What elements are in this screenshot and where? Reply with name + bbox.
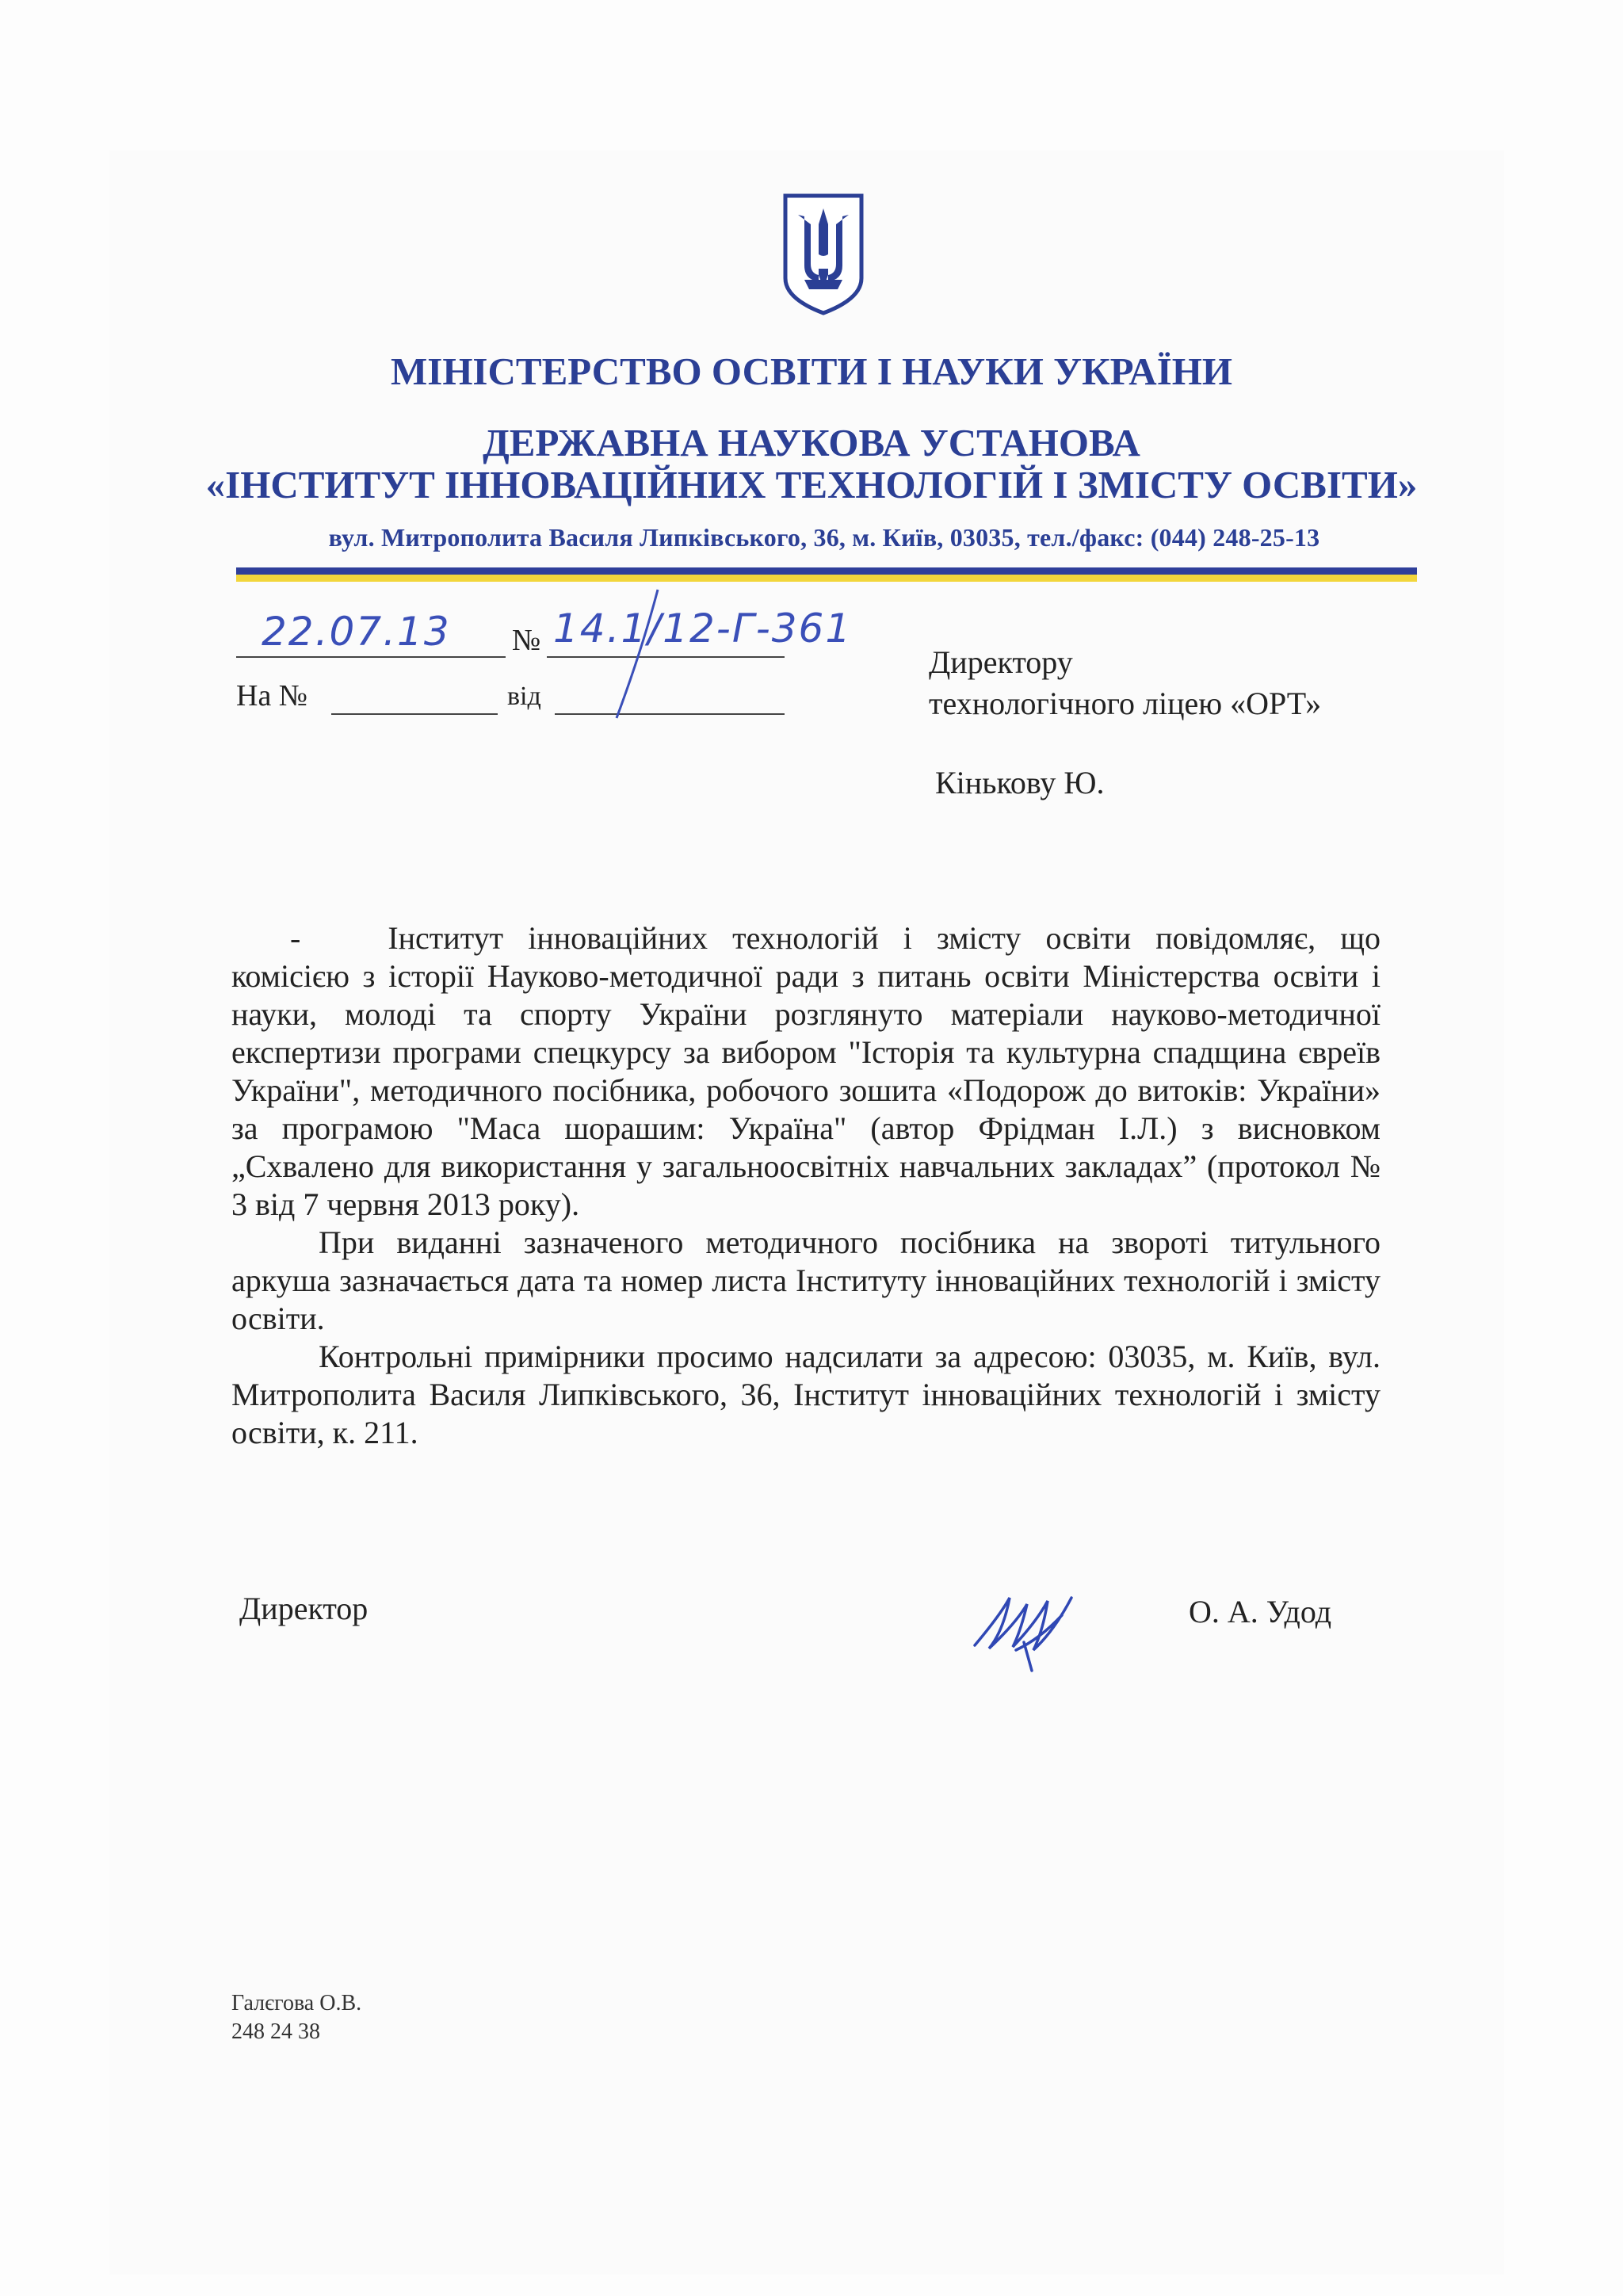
- number-label: №: [512, 624, 541, 657]
- executor-name: Галєгова О.В.: [231, 1991, 362, 2015]
- trident-icon: [781, 193, 866, 316]
- date-underline: [236, 656, 506, 658]
- handwritten-slash: [610, 586, 674, 721]
- org-title-line1: ДЕРЖАВНА НАУКОВА УСТАНОВА: [483, 421, 1140, 464]
- letter-body: [231, 919, 1381, 1452]
- handwritten-number: 14.1/12-Г-361: [553, 606, 853, 651]
- org-address: вул. Митрополита Василя Липківського, 36, м. Київ, 03035, тел./факс: (044) 248-25-13: [328, 523, 1320, 552]
- ministry-title: МІНІСТЕРСТВО ОСВІТИ І НАУКИ УКРАЇНИ: [391, 350, 1232, 393]
- paragraph-dash: -: [290, 920, 301, 956]
- ref-underline: [331, 713, 498, 715]
- org-title-line2: «ІНСТИТУТ ІННОВАЦІЙНИХ ТЕХНОЛОГІЙ І ЗМІСТУ ОСВІТИ»: [205, 463, 1418, 506]
- paragraph-1-text: Інститут інноваційних технологій і змісту освіти повідомляє, що комісією з історії Науково-методичної ради з питань освіти Міністерства освіти і науки, молоді та спорту України розглянуто матеріали науково-методичної експертизи програми спецкурсу за вибором "Історія та культурна спадщина євреїв України", методичного посібника, робочого зошита «Подорож до витоків: України» за програмою "Маса шорашим: Україна" (автор Фрідман І.Л.) з висновком „Схвалено для використання у загальноосвітніх навчальних закладах” (протокол № 3 від 7 червня 2013 року).: [231, 920, 1381, 1222]
- from-label: від: [507, 682, 541, 711]
- paragraph-2: При виданні зазначеного методичного посібника на звороті титульного аркуша зазначається дата та номер листа Інституту інноваційних технологій і змісту освіти.: [231, 1224, 1381, 1336]
- recipient-line1: Директору: [929, 644, 1073, 680]
- executor-phone: 248 24 38: [231, 2019, 320, 2044]
- recipient-line2: технологічного ліцею «ОРТ»: [929, 686, 1322, 721]
- paragraph-3: Контрольні примірники просимо надсилати за адресою: 03035, м. Київ, вул. Митрополита Василя Липківського, 36, Інститут інноваційних технологій і змісту освіти, к. 211.: [231, 1339, 1381, 1450]
- header-stripe-yellow: [236, 575, 1417, 582]
- ref-label: На №: [236, 679, 308, 712]
- paragraph-1: [231, 919, 1381, 1224]
- handwritten-date: 22.07.13: [262, 609, 451, 655]
- recipient-name: Кінькову Ю.: [935, 765, 1105, 800]
- signatory-position: Директор: [239, 1591, 369, 1626]
- signatory-name: О. А. Удод: [1189, 1594, 1332, 1629]
- header-stripe-blue: [236, 567, 1417, 575]
- handwritten-signature: [968, 1584, 1087, 1679]
